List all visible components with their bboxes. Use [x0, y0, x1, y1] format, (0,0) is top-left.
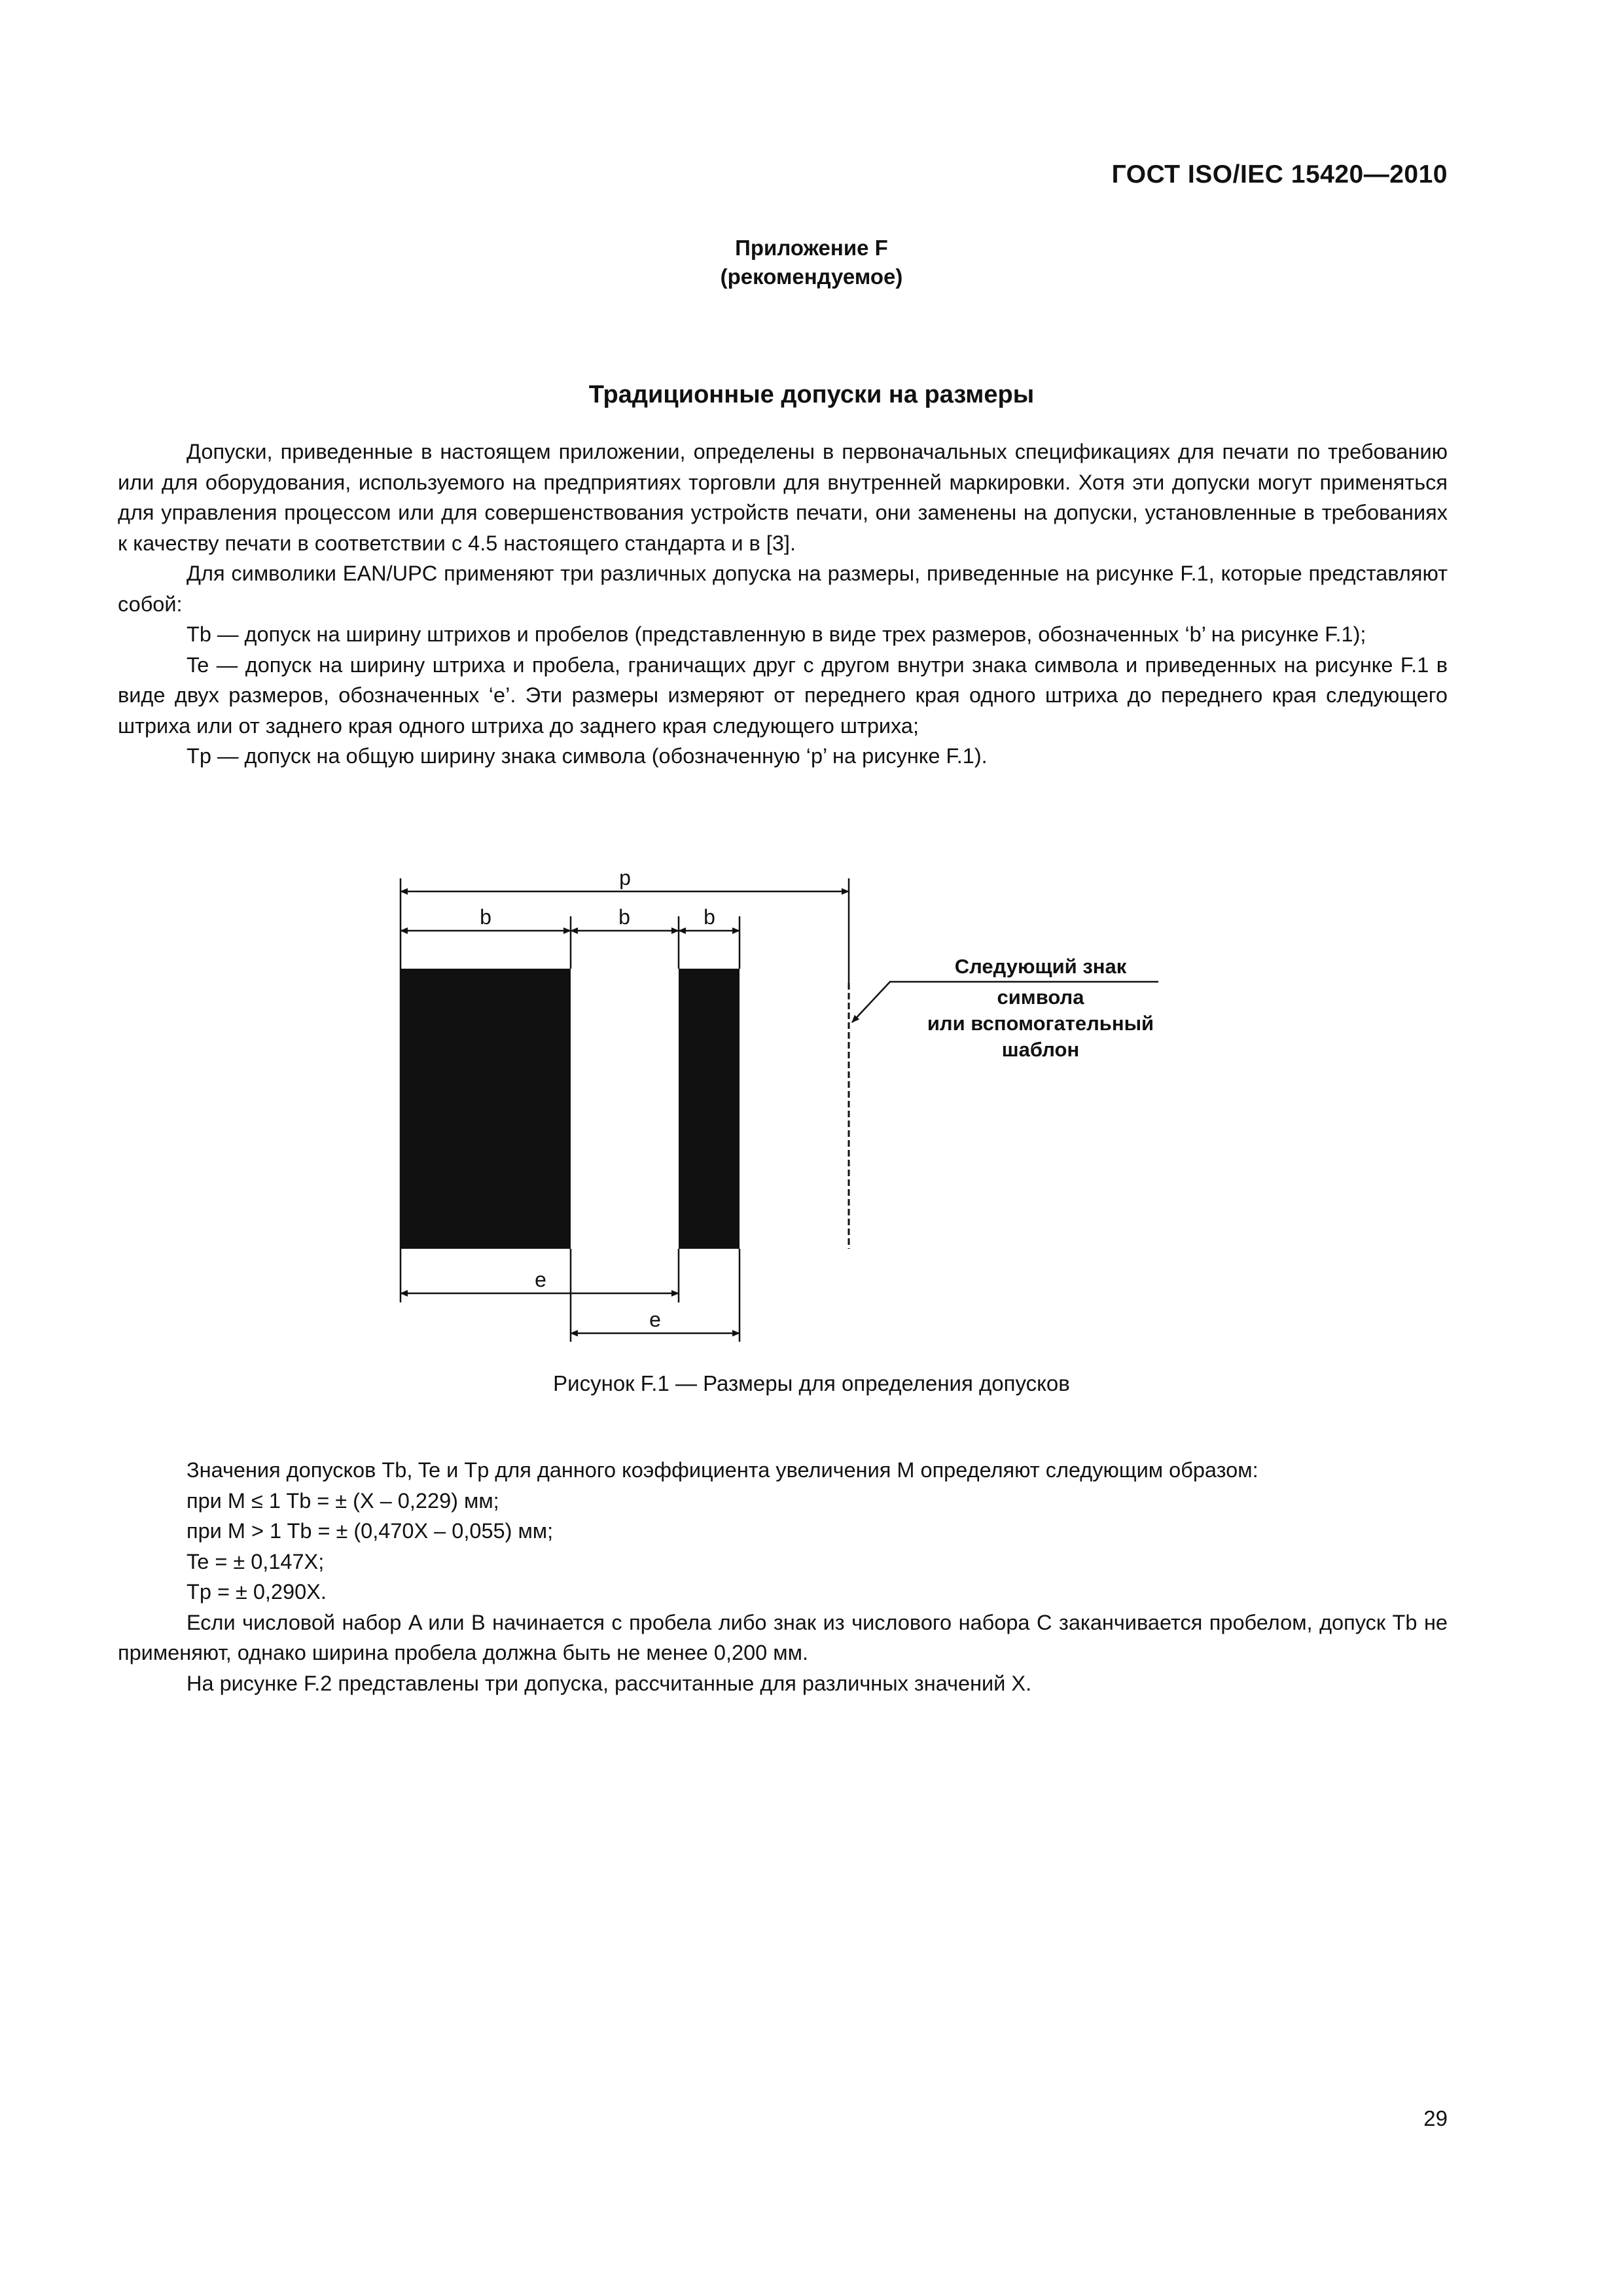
next-char-label-2: символа: [997, 986, 1084, 1009]
formula-tb-large: при M > 1 Tb = ± (0,470X – 0,055) мм;: [187, 1519, 554, 1543]
label-b1: b: [480, 905, 491, 929]
bar-2: [679, 969, 740, 1249]
next-char-label-3: или вспомогательный: [927, 1012, 1154, 1035]
page-number: 29: [1423, 2106, 1448, 2130]
formula-tb-small: при M ≤ 1 Tb = ± (X – 0,229) мм;: [187, 1488, 499, 1513]
next-char-label-1: Следующий знак: [954, 955, 1127, 978]
paragraph-te: Te — допуск на ширину штриха и пробела, граничащих друг с другом внутри знака символа и приведенных на рисунке F.1 в виде двух размеров, обозначенных ‘e’. Эти размеры измеряют от переднего края одного штриха до переднего края следующего штриха или от заднего края одного штриха до заднего края следующего штриха;: [118, 653, 1448, 738]
label-e2: e: [649, 1308, 661, 1331]
formula-tp: Tp = ± 0,290X.: [187, 1580, 327, 1604]
formulas-note: Если числовой набор A или B начинается с пробела либо знак из числового набора C заканчивается пробелом, допуск Tb не применяют, однако ширина пробела должна быть не менее 0,200 мм.: [118, 1610, 1448, 1664]
figure-f2-reference: На рисунке F.2 представлены три допуска, рассчитанные для различных значений X.: [187, 1671, 1032, 1695]
paragraph-tp: Tp — допуск на общую ширину знака символа (обозначенную ‘p’ на рисунке F.1).: [187, 744, 988, 768]
section-title: Традиционные допуски на размеры: [588, 381, 1035, 408]
paragraph-ean-upc: Для символики EAN/UPC применяют три различных допуска на размеры, приведенные на рисунке F.1, которые представляют собой:: [118, 562, 1448, 616]
formula-te: Te = ± 0,147X;: [187, 1549, 325, 1573]
figure-caption: Рисунок F.1 — Размеры для определения допусков: [553, 1371, 1070, 1395]
paragraph-intro: Допуски, приведенные в настоящем приложении, определены в первоначальных спецификациях для печати по требованию или для оборудования, используемого на предприятиях торговли для внутренней маркировки. Хотя эти допуски могут применяться для управления процессом или для совершенствования устройств печати, они заменены на допуски, установленные в требованиях к качеству печати в соответствии с 4.5 настоящего стандарта и в [3].: [118, 440, 1448, 555]
next-char-label-4: шаблон: [1001, 1038, 1080, 1061]
formulas-intro: Значения допусков Tb, Te и Tp для данного коэффициента увеличения M определяют следующим образом:: [187, 1458, 1258, 1482]
formulas-block: [118, 1455, 1448, 1698]
annex-status: (рекомендуемое): [720, 264, 903, 289]
label-b2: b: [618, 905, 630, 929]
label-e1: e: [535, 1268, 546, 1291]
bar-1: [401, 969, 571, 1249]
paragraph-tb: Tb — допуск на ширину штрихов и пробелов (представленную в виде трех размеров, обозначенных ‘b’ на рисунке F.1);: [187, 622, 1366, 646]
label-b3: b: [704, 905, 715, 929]
document-header: ГОСТ ISO/IEC 15420—2010: [1111, 160, 1448, 188]
annex-title: Приложение F: [735, 236, 888, 260]
label-p: p: [619, 866, 631, 889]
